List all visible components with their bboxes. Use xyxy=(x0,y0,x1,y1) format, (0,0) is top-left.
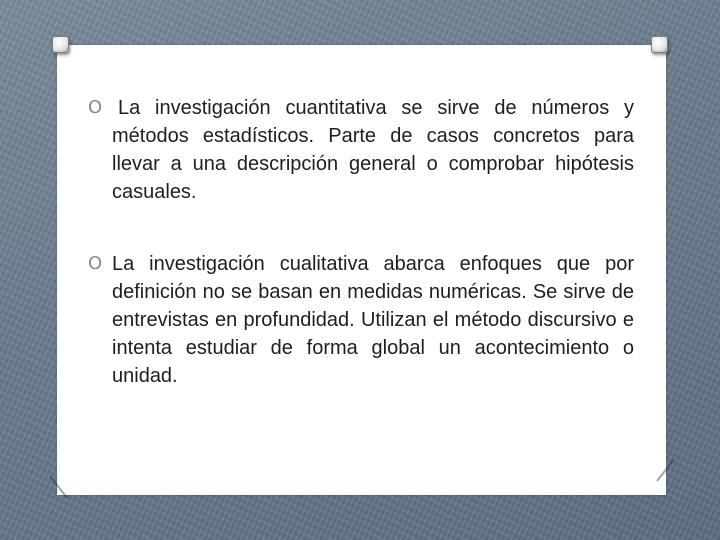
bullet-marker-icon: O xyxy=(88,97,103,118)
bullet-text: La investigación cualitativa abarca enfoques que por definición no se basan en medidas numéricas. Se sirve de entrevistas en profundidad. Utilizan el método discursivo e intenta estudiar de forma global un acontecimiento o unidad. xyxy=(112,253,634,387)
pushpin-icon xyxy=(651,36,668,53)
pushpin-icon xyxy=(52,36,69,53)
bullet-marker-icon: O xyxy=(88,253,103,274)
bullet-text: La investigación cuantitativa se sirve de números y métodos estadísticos. Parte de casos concretos para llevar a una descripción general o comprobar hipótesis casuales. xyxy=(112,97,634,203)
